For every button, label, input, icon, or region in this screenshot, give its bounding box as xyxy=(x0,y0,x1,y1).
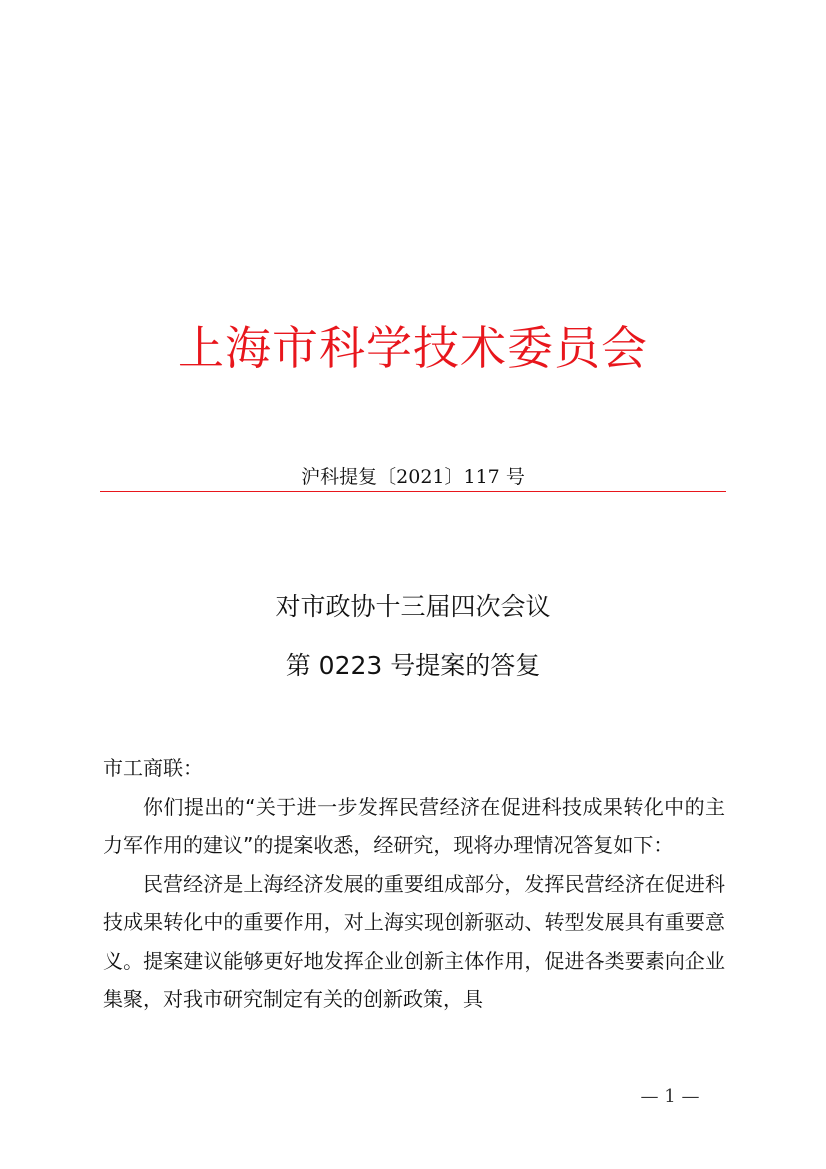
body-paragraph-2: 民营经济是上海经济发展的重要组成部分，发挥民营经济在促进科技成果转化中的重要作用，对上海实现创新驱动、转型发展具有重要意义。提案建议能够更好地发挥企业创新主体作用，促进各类要素向企业集聚，对我市研究制定有关的创新政策，具 xyxy=(103,871,725,1011)
letter-body xyxy=(103,749,725,1019)
body-paragraph-1: 你们提出的“关于进一步发挥民营经济在促进科技成果转化中的主力军作用的建议”的提案收悉，经研究，现将办理情况答复如下： xyxy=(103,794,725,857)
organization-title: 上海市科学技术委员会 xyxy=(178,321,648,375)
document-number: 沪科提复〔2021〕117 号 xyxy=(301,466,525,488)
subject-title-line-1: 对市政协十三届四次会议 xyxy=(275,592,551,621)
red-divider-line xyxy=(100,491,726,492)
page-number: — 1 — xyxy=(640,1086,700,1107)
subject-title-line-2: 第 0223 号提案的答复 xyxy=(285,651,541,680)
salutation: 市工商联： xyxy=(103,756,203,780)
